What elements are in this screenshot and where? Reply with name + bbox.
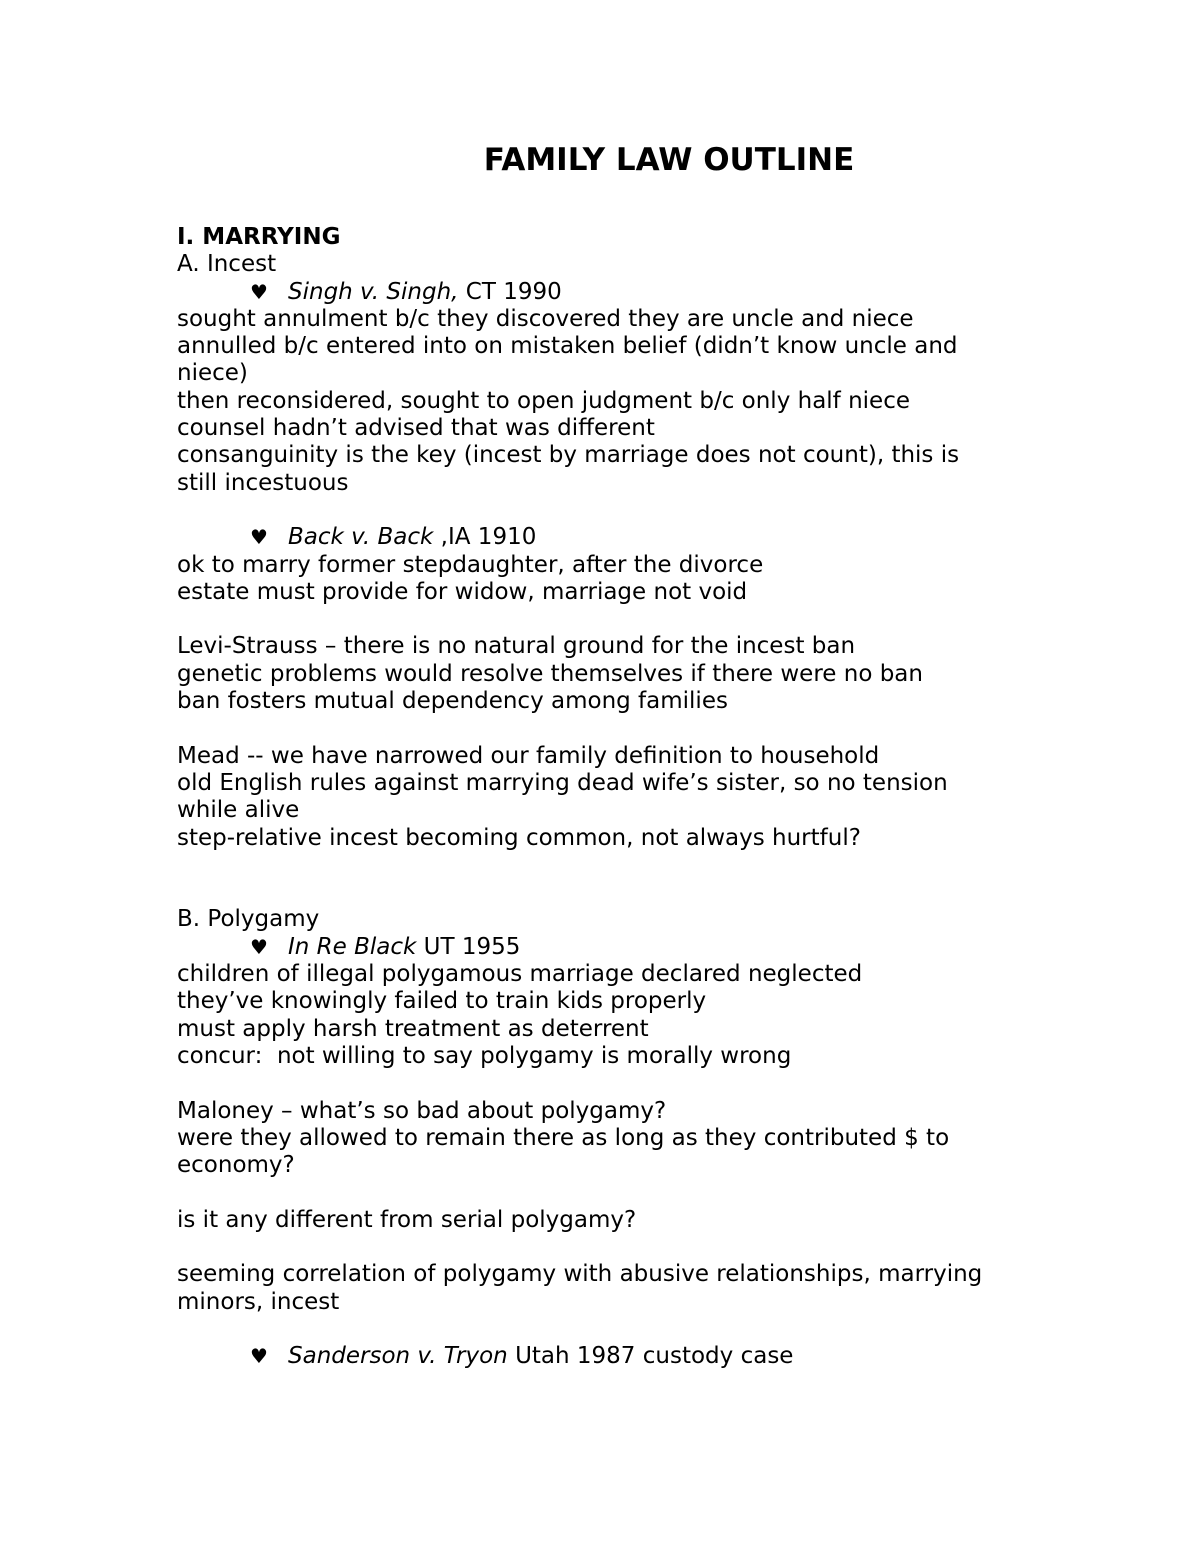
note-line: is it any different from serial polygamy? (177, 1206, 637, 1233)
note-line: still incestuous (177, 469, 349, 496)
blank-line (177, 1234, 1017, 1261)
note-line: counsel hadn’t advised that was different (177, 415, 655, 442)
note-line: were they allowed to remain there as long as they contributed $ to (177, 1124, 950, 1151)
note-line: must apply harsh treatment as deterrent (177, 1015, 649, 1042)
blank-line (177, 606, 1017, 633)
blank-line (177, 1179, 1017, 1206)
note-line: Mead -- we have narrowed our family definition to household (177, 742, 880, 769)
note-line: then reconsidered, sought to open judgment b/c only half niece (177, 387, 911, 414)
case-entry-in-re-black (177, 934, 1017, 961)
outline-body (177, 224, 1017, 1370)
note-line: Levi-Strauss – there is no natural ground for the incest ban (177, 633, 856, 660)
blank-line (177, 715, 1017, 742)
note-line: sought annulment b/c they discovered they are uncle and niece (177, 305, 914, 332)
note-line: step-relative incest becoming common, not always hurtful? (177, 824, 861, 851)
note-line: minors, incest (177, 1288, 340, 1315)
blank-line (177, 852, 1017, 907)
case-name: Sanderson v. Tryon (288, 1343, 508, 1370)
subsection-heading-polygamy: B. Polygamy (177, 906, 320, 933)
blank-line (177, 1316, 1017, 1343)
note-line: concur: not willing to say polygamy is morally wrong (177, 1042, 792, 1069)
blank-line (177, 1070, 1017, 1097)
subsection-heading-incest: A. Incest (177, 251, 277, 278)
note-line: economy? (177, 1152, 295, 1179)
note-line: they’ve knowingly failed to train kids properly (177, 988, 707, 1015)
case-citation: UT 1955 (416, 933, 521, 960)
note-line: old English rules against marrying dead wife’s sister, so no tension (177, 769, 948, 796)
case-entry-singh (177, 279, 1017, 306)
case-entry-back (177, 524, 1017, 551)
heart-bullet-icon: ♥ (250, 525, 268, 550)
note-line: seeming correlation of polygamy with abusive relationships, marrying (177, 1261, 983, 1288)
case-citation: ,IA 1910 (433, 524, 537, 551)
case-citation: Utah 1987 custody case (507, 1343, 794, 1370)
note-line: niece) (177, 360, 248, 387)
case-name: In Re Black (288, 933, 417, 960)
note-line: estate must provide for widow, marriage not void (177, 578, 748, 605)
case-name: Singh v. Singh, (288, 278, 459, 305)
note-line: ok to marry former stepdaughter, after the divorce (177, 551, 764, 578)
blank-line (177, 497, 1017, 524)
case-name: Back v. Back (288, 524, 434, 551)
note-line: annulled b/c entered into on mistaken belief (didn’t know uncle and (177, 333, 958, 360)
note-line: ban fosters mutual dependency among families (177, 688, 728, 715)
heart-bullet-icon: ♥ (250, 279, 268, 304)
note-line: consanguinity is the key (incest by marriage does not count), this is (177, 442, 960, 469)
heart-bullet-icon: ♥ (250, 934, 268, 959)
case-citation: CT 1990 (458, 278, 562, 305)
heart-bullet-icon: ♥ (250, 1344, 268, 1369)
note-line: children of illegal polygamous marriage declared neglected (177, 961, 863, 988)
case-entry-sanderson (177, 1343, 1017, 1370)
note-line: Maloney – what’s so bad about polygamy? (177, 1097, 667, 1124)
page-title: FAMILY LAW OUTLINE (483, 142, 855, 178)
note-line: while alive (177, 797, 300, 824)
note-line: genetic problems would resolve themselves if there were no ban (177, 660, 923, 687)
section-heading: I. MARRYING (177, 224, 341, 250)
